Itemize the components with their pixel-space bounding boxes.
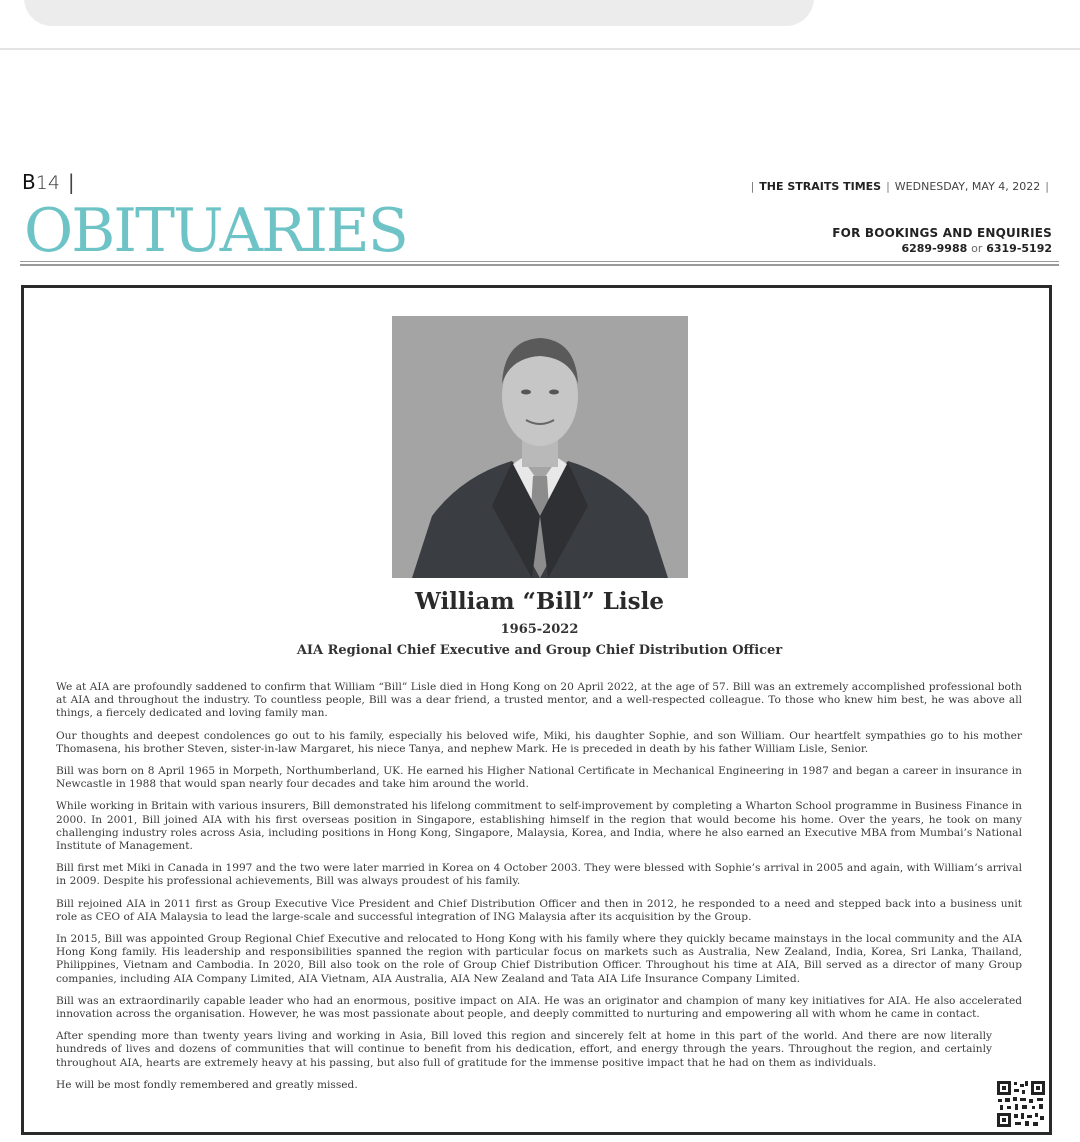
paragraph: Bill was an extraordinarily capable leader who had an enormous, positive impact on AIA. He was an originator and champion of many key initiatives for AIA. He also accelerated innovation across the organisation. However, he was most passionate about people, and deeply committed to nurturing and empowering all with whom he came in contact. xyxy=(56,994,1022,1021)
paragraph: Bill was born on 8 April 1965 in Morpeth, Northumberland, UK. He earned his Higher National Certificate in Mechanical Engineering in 1987 and began a career in insurance in Newcastle in 1988 that would span nearly four decades and take him around the world. xyxy=(56,765,1022,791)
portrait-illustration xyxy=(392,316,688,578)
page-digits: 14 xyxy=(35,172,60,194)
paragraph: We at AIA are profoundly saddened to confirm that William “Bill” Lisle died in Hong Kong on 20 April 2022, at the age of 57. Bill was an extremely accomplished professional both at AIA and throughout the industry. To countless people, Bill was a dear friend, a trusted mentor, and a well-respected colleague. To those who knew him best, he was above all things, a fiercely dedicated and loving family man. xyxy=(56,681,1022,720)
paragraph: While working in Britain with various insurers, Bill demonstrated his lifelong commitment to self-improvement by completing a Wharton School programme in Business Finance in 2000. In 2001, Bill joined AIA with his first overseas position in Singapore, establishing himself in the region that would become his home. Over the years, he took on many challenging industry roles across Asia, including positions in Hong Kong, Singapore, Malaysia, Korea, and India, where he also earned an Executive MBA from Mumbai’s National Institute of Management. xyxy=(56,800,1022,853)
paragraph: Bill rejoined AIA in 2011 first as Group Executive Vice President and Chief Distribution Officer and then in 2012, he responded to a need and stepped back into a business unit role as CEO of AIA Malaysia to lead the large-scale and successful integration of ING Malaysia after its acquisition by the Group. xyxy=(56,897,1022,923)
page-number xyxy=(22,170,75,194)
portrait-photo xyxy=(392,316,688,578)
page-separator: | xyxy=(67,170,75,194)
phone-2: 6319-5192 xyxy=(986,242,1052,255)
paragraph: Bill first met Miki in Canada in 1997 and the two were later married in Korea on 4 October 2003. They were blessed with Sophie’s arrival in 2005 and again, with William’s arrival in 2009. Despite his professional achievements, Bill was always proudest of his family. xyxy=(56,862,1022,888)
browser-top-bar xyxy=(0,0,1080,50)
paragraph: In 2015, Bill was appointed Group Regional Chief Executive and relocated to Hong Kong with his family where they quickly became mainstays in the local community and the AIA Hong Kong family. His leadership and responsibilities spanned the region with particular focus on markets such as Australia, New Zealand, India, Korea, Sri Lanka, Thailand, Philippines, Vietnam and Cambodia. In 2020, Bill also took on the role of Group Chief Distribution Officer. Throughout his time at AIA, Bill served as a director of many Group companies, including AIA Company Limited, AIA Vietnam, AIA Australia, AIA New Zealand and Tata AIA Life Insurance Company Limited. xyxy=(56,933,1022,985)
paragraph: Our thoughts and deepest condolences go out to his family, especially his beloved wife, Miki, his daughter Sophie, and son William. Our heartfelt sympathies go to his mother Thomasena, his brother Steven, sister-in-law Margaret, his niece Tanya, and nephew Mark. He is preceded in death by his father William Lisle, Senior. xyxy=(56,729,1022,755)
paper-name: THE STRAITS TIMES xyxy=(759,180,882,193)
life-years: 1965-2022 xyxy=(500,622,579,637)
header-rule-thick xyxy=(20,264,1059,266)
phone-or: or xyxy=(971,242,983,255)
header-rule-thin xyxy=(20,261,1059,262)
page-letter: B xyxy=(22,170,36,194)
section-title: OBITUARIES xyxy=(24,196,407,266)
address-bar[interactable] xyxy=(24,0,814,26)
bookings-heading: FOR BOOKINGS AND ENQUIRIES xyxy=(832,226,1052,240)
phone-1: 6289-9988 xyxy=(901,242,968,255)
obituary-notice xyxy=(21,285,1052,1135)
issue-date: WEDNESDAY, MAY 4, 2022 xyxy=(894,180,1041,193)
paragraph: After spending more than twenty years living and working in Asia, Bill loved this region and sincerely felt at home in this part of the world. And there are now literally hundreds of lives and dozens of communities that will continue to benefit from his dedication, effort, and energy through the years. Throughout the region, and certainly throughout AIA, hearts are extremely heavy at his passing, but also full of gratitude for the immense positive impact that he had on them as individuals. xyxy=(56,1030,992,1069)
deceased-name: William “Bill” Lisle xyxy=(415,588,664,615)
bookings-phones xyxy=(832,242,1052,255)
paragraph: He will be most fondly remembered and greatly missed. xyxy=(56,1078,358,1091)
bookings-block xyxy=(832,226,1052,255)
deceased-role: AIA Regional Chief Executive and Group Chief Distribution Officer xyxy=(296,643,783,658)
qr-code-icon xyxy=(996,1080,1046,1128)
obituary-body xyxy=(56,681,1022,1101)
masthead: | THE STRAITS TIMES | WEDNESDAY, MAY 4, 2022 | xyxy=(750,180,1049,193)
